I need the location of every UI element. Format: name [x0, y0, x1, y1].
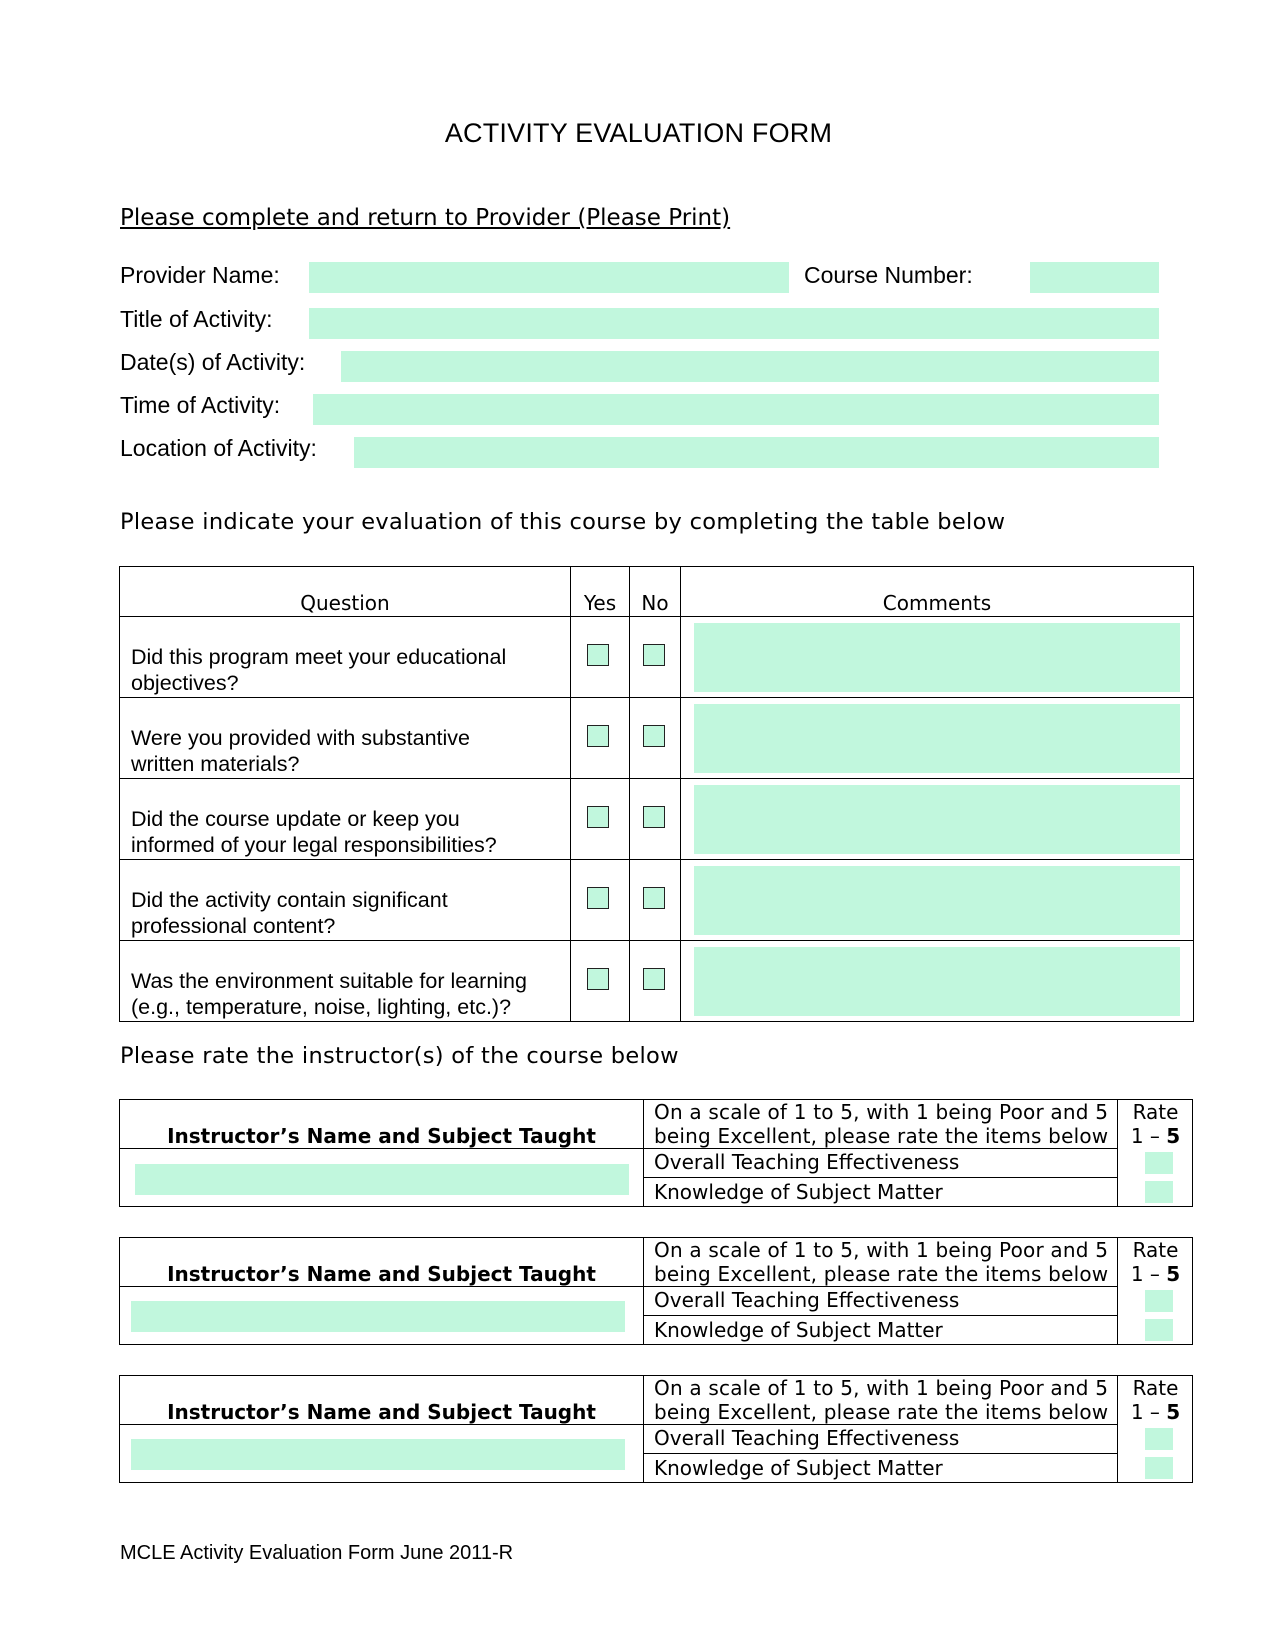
table-row — [120, 860, 1194, 941]
instructor-name-field[interactable] — [131, 1439, 625, 1470]
table-row — [120, 617, 1194, 698]
question-text: Did this program meet your educational objectives? — [120, 617, 571, 698]
col-header-no: No — [630, 567, 681, 617]
form-title: ACTIVITY EVALUATION FORM — [444, 118, 833, 148]
yes-checkbox[interactable] — [587, 887, 609, 909]
location-of-activity-label: Location of Activity: — [120, 435, 317, 461]
no-checkbox[interactable] — [643, 806, 665, 828]
item-knowledge: Knowledge of Subject Matter — [654, 1456, 943, 1480]
comments-field[interactable] — [694, 947, 1180, 1016]
title-of-activity-field[interactable] — [309, 308, 1159, 339]
instructor-name-field[interactable] — [131, 1301, 625, 1332]
rate-knowledge-field[interactable] — [1145, 1181, 1173, 1203]
evaluation-intro: Please indicate your evaluation of this course by completing the table below — [120, 509, 1006, 535]
yes-checkbox[interactable] — [587, 644, 609, 666]
table-row — [120, 698, 1194, 779]
provider-name-field[interactable] — [309, 262, 789, 293]
rate-overall-field[interactable] — [1145, 1290, 1173, 1312]
instructor-name-header: Instructor’s Name and Subject Taught — [167, 1262, 596, 1286]
question-text: Were you provided with substantive written materials? — [120, 698, 571, 779]
title-of-activity-label: Title of Activity: — [120, 306, 273, 332]
instructor-name-header: Instructor’s Name and Subject Taught — [167, 1400, 596, 1424]
no-checkbox[interactable] — [643, 968, 665, 990]
comments-field[interactable] — [694, 704, 1180, 773]
provider-name-label: Provider Name: — [120, 262, 280, 288]
item-overall-teaching: Overall Teaching Effectiveness — [654, 1288, 960, 1312]
item-overall-teaching: Overall Teaching Effectiveness — [654, 1426, 960, 1450]
table-header-row — [120, 567, 1194, 617]
comments-field[interactable] — [694, 866, 1180, 935]
comments-field[interactable] — [694, 785, 1180, 854]
instruction-heading: Please complete and return to Provider (Please Print) — [120, 205, 731, 231]
form-footer: MCLE Activity Evaluation Form June 2011-R — [120, 1542, 514, 1564]
location-of-activity-field[interactable] — [354, 437, 1159, 468]
instructor-name-field[interactable] — [135, 1164, 629, 1195]
yes-checkbox[interactable] — [587, 968, 609, 990]
no-checkbox[interactable] — [643, 887, 665, 909]
dates-of-activity-label: Date(s) of Activity: — [120, 349, 306, 375]
evaluation-table — [119, 566, 1194, 1022]
instructor-rating-block — [119, 1375, 1193, 1483]
instructor-rating-block — [119, 1237, 1193, 1345]
rating-scale-text: On a scale of 1 to 5, with 1 being Poor and 5 being Excellent, please rate the items below — [654, 1238, 1109, 1286]
col-header-question: Question — [120, 567, 571, 617]
dates-of-activity-field[interactable] — [341, 351, 1159, 382]
rate-header: Rate 1 – 5 — [1130, 1376, 1181, 1424]
no-checkbox[interactable] — [643, 644, 665, 666]
rate-overall-field[interactable] — [1145, 1428, 1173, 1450]
comments-field[interactable] — [694, 623, 1180, 692]
item-knowledge: Knowledge of Subject Matter — [654, 1318, 943, 1342]
instructor-intro: Please rate the instructor(s) of the course below — [120, 1043, 679, 1069]
rate-knowledge-field[interactable] — [1145, 1319, 1173, 1341]
time-of-activity-label: Time of Activity: — [120, 392, 281, 418]
rate-header: Rate 1 – 5 — [1130, 1100, 1181, 1148]
course-number-field[interactable] — [1030, 262, 1159, 293]
rating-scale-text: On a scale of 1 to 5, with 1 being Poor and 5 being Excellent, please rate the items below — [654, 1376, 1109, 1424]
yes-checkbox[interactable] — [587, 806, 609, 828]
table-row — [120, 941, 1194, 1022]
item-overall-teaching: Overall Teaching Effectiveness — [654, 1150, 960, 1174]
yes-checkbox[interactable] — [587, 725, 609, 747]
rate-overall-field[interactable] — [1145, 1152, 1173, 1174]
time-of-activity-field[interactable] — [313, 394, 1159, 425]
col-header-comments: Comments — [681, 567, 1194, 617]
item-knowledge: Knowledge of Subject Matter — [654, 1180, 943, 1204]
table-row — [120, 779, 1194, 860]
question-text: Did the activity contain significant professional content? — [120, 860, 571, 941]
question-text: Was the environment suitable for learning (e.g., temperature, noise, lighting, etc.)? — [120, 941, 571, 1022]
rate-knowledge-field[interactable] — [1145, 1457, 1173, 1479]
course-number-label: Course Number: — [804, 262, 973, 288]
rating-scale-text: On a scale of 1 to 5, with 1 being Poor and 5 being Excellent, please rate the items below — [654, 1100, 1109, 1148]
col-header-yes: Yes — [571, 567, 630, 617]
rate-header: Rate 1 – 5 — [1130, 1238, 1181, 1286]
question-text: Did the course update or keep you informed of your legal responsibilities? — [120, 779, 571, 860]
instructor-rating-block — [119, 1099, 1193, 1207]
no-checkbox[interactable] — [643, 725, 665, 747]
instructor-name-header: Instructor’s Name and Subject Taught — [167, 1124, 596, 1148]
